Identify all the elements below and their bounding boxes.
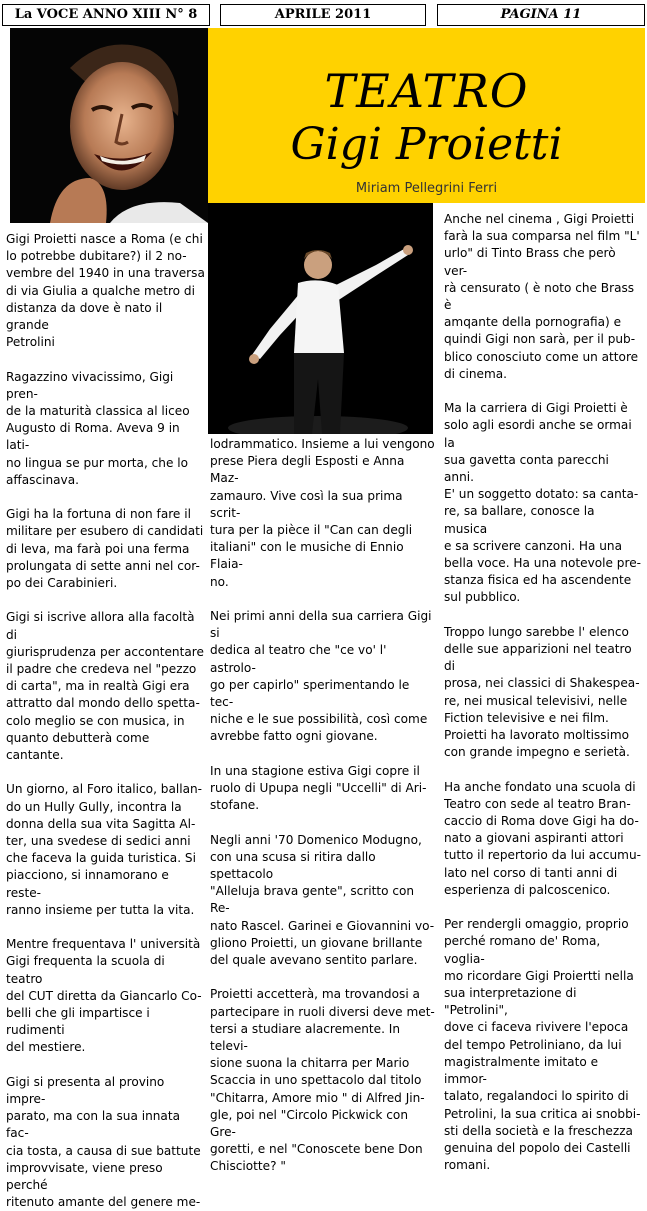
text-line: Mentre frequentava l' università <box>6 937 201 952</box>
text-line: Ragazzino vivacissimo, Gigi pren- <box>6 369 174 401</box>
paragraph-gap <box>444 899 641 916</box>
text-line: Teatro con sede al teatro Bran- <box>444 796 631 811</box>
text-line: Ha anche fondato una scuola di <box>444 779 636 794</box>
text-line: quanto debutterà come cantante. <box>6 730 150 763</box>
text-line: attratto dal mondo dello spetta- <box>6 696 200 711</box>
text-line: di leva, ma farà poi una ferma <box>6 541 190 556</box>
text-line: lato nel corso di tanti anni di <box>444 865 618 880</box>
text-line: il padre che credeva nel "pezzo <box>6 662 197 677</box>
text-line: vembre del 1940 in una traversa <box>6 266 205 281</box>
text-line: sti della società e la freschezza <box>444 1123 633 1138</box>
article-column-2 <box>210 436 436 1176</box>
header-issue: La VOCE ANNO XIII N° 8 <box>2 4 210 26</box>
text-line: Augusto di Roma. Aveva 9 in lati- <box>6 421 180 453</box>
text-line: de la maturità classica al liceo <box>6 404 190 419</box>
text-line: ter, una svedese di sedici anni <box>6 834 191 849</box>
text-line: E' un soggetto dotato: sa canta- <box>444 487 639 502</box>
text-line: amqante della pornografia) e <box>444 315 622 330</box>
text-line: lodrammatico. Insieme a lui vengono <box>210 437 435 451</box>
text-line: delle sue apparizioni nel teatro di <box>444 642 632 674</box>
text-line: improvvisate, viene preso perché <box>6 1160 163 1193</box>
paragraph-gap <box>444 607 641 624</box>
text-line: militare per esubero di candidati <box>6 524 204 539</box>
text-line: Petrolini <box>6 335 55 350</box>
text-line: Un giorno, al Foro italico, ballan- <box>6 782 203 797</box>
text-line: go per capirlo" sperimentando le tec- <box>210 677 410 710</box>
article-column-1 <box>6 231 205 1211</box>
text-line: Gigi frequenta la scuola di teatro <box>6 954 165 986</box>
paragraph-gap <box>6 592 205 609</box>
paragraph-gap <box>210 969 436 986</box>
paragraph-gap <box>6 764 205 781</box>
text-line: Proietti accetterà, ma trovandosi a <box>210 987 420 1002</box>
text-line: Gigi si presenta al provino impre- <box>6 1074 165 1107</box>
text-line: donna della sua vita Sagitta Al- <box>6 816 196 831</box>
text-line: In una stagione estiva Gigi copre il <box>210 763 420 778</box>
text-line: Gigi si iscrive allora alla facoltà di <box>6 610 195 642</box>
text-line: sione suona la chitarra per Mario <box>210 1056 410 1071</box>
text-line: Gigi Proietti nasce a Roma (e chi <box>6 232 203 246</box>
text-line: di carta", ma in realtà Gigi era <box>6 679 190 694</box>
text-line: bella voce. Ha una notevole pre- <box>444 556 641 571</box>
text-line: caccio di Roma dove Gigi ha do- <box>444 814 639 829</box>
text-line: Nei primi anni della sua carriera Gigi si <box>210 609 432 641</box>
text-line: ranno insieme per tutta la vita. <box>6 902 195 917</box>
text-line: prese Piera degli Esposti e Anna Maz- <box>210 454 405 486</box>
header-date: APRILE 2011 <box>220 4 426 26</box>
text-line: tura per la pièce il "Can can degli <box>210 523 413 538</box>
text-line: gliono Proietti, un giovane brillante <box>210 935 423 950</box>
paragraph-gap <box>210 746 436 763</box>
text-line: cia tosta, a causa di sue battute <box>6 1143 201 1158</box>
text-line: mo ricordare Gigi Proiertti nella <box>444 968 634 983</box>
paragraph-gap <box>6 919 205 936</box>
text-line: sua gavetta conta parecchi anni. <box>444 452 609 485</box>
text-line: do un Hully Gully, incontra la <box>6 799 182 814</box>
author-byline: Miriam Pellegrini Ferri <box>355 181 498 196</box>
paragraph-gap <box>444 383 641 400</box>
stage-photo <box>208 203 433 434</box>
text-line: niche e le sue possibilità, così come <box>210 712 428 727</box>
text-line: rà censurato ( è noto che Brass è <box>444 280 635 313</box>
text-line: del quale avevano sentito parlare. <box>210 953 418 968</box>
text-line: di cinema. <box>444 366 508 381</box>
text-line: del CUT diretta da Giancarlo Co- <box>6 988 202 1003</box>
text-line: dove ci faceva rivivere l'epoca <box>444 1020 629 1035</box>
text-line: di via Giulia a qualche metro di <box>6 283 195 298</box>
text-line: partecipare in ruoli diversi deve met- <box>210 1004 435 1019</box>
paragraph-gap <box>210 814 436 831</box>
text-line: Proietti ha lavorato moltissimo <box>444 728 630 743</box>
text-line: magistralmente imitato e immor- <box>444 1054 599 1087</box>
text-line: stofane. <box>210 798 260 813</box>
paragraph-gap <box>6 1057 205 1074</box>
text-line: romani. <box>444 1158 491 1173</box>
text-line: urlo" di Tinto Brass che però ver- <box>444 246 616 278</box>
portrait-photo <box>10 28 208 223</box>
text-line: no. <box>210 574 229 589</box>
text-line: che faceva la guida turistica. Si <box>6 851 196 866</box>
text-line: genuina del popolo dei Castelli <box>444 1140 631 1155</box>
text-line: esperienza di palcoscenico. <box>444 882 611 897</box>
text-line: quindi Gigi non sarà, per il pub- <box>444 332 636 347</box>
text-line: re, sa ballare, conosce la musica <box>444 504 595 536</box>
text-line: sul pubblico. <box>444 590 521 605</box>
text-line: con una scusa si ritira dallo spettacolo <box>210 849 376 882</box>
paragraph-gap <box>444 761 641 778</box>
text-line: no lingua se pur morta, che lo <box>6 455 188 470</box>
text-line: belli che gli impartisce i rudimenti <box>6 1006 150 1038</box>
text-line: gle, poi nel "Circolo Pickwick con Gre- <box>210 1107 408 1140</box>
text-line: prolungata di sette anni nel cor- <box>6 558 200 573</box>
text-line: Fiction televisive e nei film. <box>444 710 609 725</box>
text-line: avrebbe fatto ogni giovane. <box>210 729 378 744</box>
text-line: dedica al teatro che "ce vo' l' astrolo- <box>210 643 387 675</box>
section-title: TEATRO <box>324 64 529 118</box>
text-line: ruolo di Upupa negli "Uccelli" di Ari- <box>210 781 427 796</box>
paragraph-gap <box>210 591 436 608</box>
header-page: PAGINA 11 <box>437 4 645 26</box>
text-line: del tempo Petroliniano, da lui <box>444 1037 622 1052</box>
text-line: Chisciotte? " <box>210 1159 286 1174</box>
text-line: del mestiere. <box>6 1040 86 1055</box>
text-line: Per rendergli omaggio, proprio <box>444 917 629 932</box>
text-line: prosa, nei classici di Shakespea- <box>444 676 640 691</box>
text-line: colo meglio se con musica, in <box>6 713 185 728</box>
text-line: distanza da dove è nato il grande <box>6 300 163 333</box>
text-line: parato, ma con la sua innata fac- <box>6 1109 180 1141</box>
text-line: tutto il repertorio da lui accumu- <box>444 848 641 863</box>
text-line: giurisprudenza per accontentare <box>6 644 204 659</box>
article-column-3 <box>444 211 641 1174</box>
text-line: po dei Carabinieri. <box>6 576 118 591</box>
text-line: sua interpretazione di "Petrolini", <box>444 986 577 1018</box>
text-line: Gigi ha la fortuna di non fare il <box>6 507 191 522</box>
text-line: stanza fisica ed ha ascendente <box>444 573 632 588</box>
text-line: Scaccia in uno spettacolo dal titolo <box>210 1073 422 1088</box>
text-line: e sa scrivere canzoni. Ha una <box>444 538 622 553</box>
text-line: Ma la carriera di Gigi Proietti è <box>444 401 628 416</box>
text-line: "Alleluja brava gente", scritto con Re- <box>210 884 415 916</box>
text-line: lo potrebbe dubitare?) il 2 no- <box>6 249 187 264</box>
title-block <box>208 28 645 203</box>
text-line: re, nei musical televisivi, nelle <box>444 693 628 708</box>
text-line: solo agli esordi anche se ormai la <box>444 418 632 450</box>
text-line: zamauro. Vive così la sua prima scrit- <box>210 488 403 520</box>
text-line: ritenuto amante del genere me- <box>6 1195 201 1210</box>
text-line: tersi a studiare alacremente. In televi- <box>210 1021 401 1054</box>
text-line: piacciono, si innamorano e reste- <box>6 868 169 900</box>
text-line: affascinava. <box>6 472 79 487</box>
stage-image <box>208 203 433 434</box>
text-line: nato a giovani aspiranti attori <box>444 831 624 846</box>
text-line: Negli anni '70 Domenico Modugno, <box>210 832 422 847</box>
text-line: perché romano de' Roma, voglia- <box>444 934 601 966</box>
text-line: Anche nel cinema , Gigi Proietti <box>444 212 635 226</box>
text-line: italiani" con le musiche di Ennio Flaia- <box>210 540 404 572</box>
paragraph-gap <box>6 489 205 506</box>
paragraph-gap <box>6 351 205 368</box>
text-line: "Chitarra, Amore mio " di Alfred Jin- <box>210 1090 425 1105</box>
text-line: nato Rascel. Garinei e Giovannini vo- <box>210 918 435 933</box>
text-line: con grande impegno e serietà. <box>444 745 630 760</box>
text-line: Petrolini, la sua critica ai snobbi- <box>444 1106 641 1121</box>
text-line: blico conosciuto come un attore <box>444 349 639 364</box>
text-line: talato, regalandoci lo spirito di <box>444 1089 629 1104</box>
text-line: goretti, e nel "Conoscete bene Don <box>210 1142 423 1157</box>
portrait-image <box>10 28 208 223</box>
text-line: Troppo lungo sarebbe l' elenco <box>444 624 629 639</box>
article-title: Gigi Proietti <box>290 119 563 170</box>
text-line: farà la sua comparsa nel film "L' <box>444 229 640 244</box>
